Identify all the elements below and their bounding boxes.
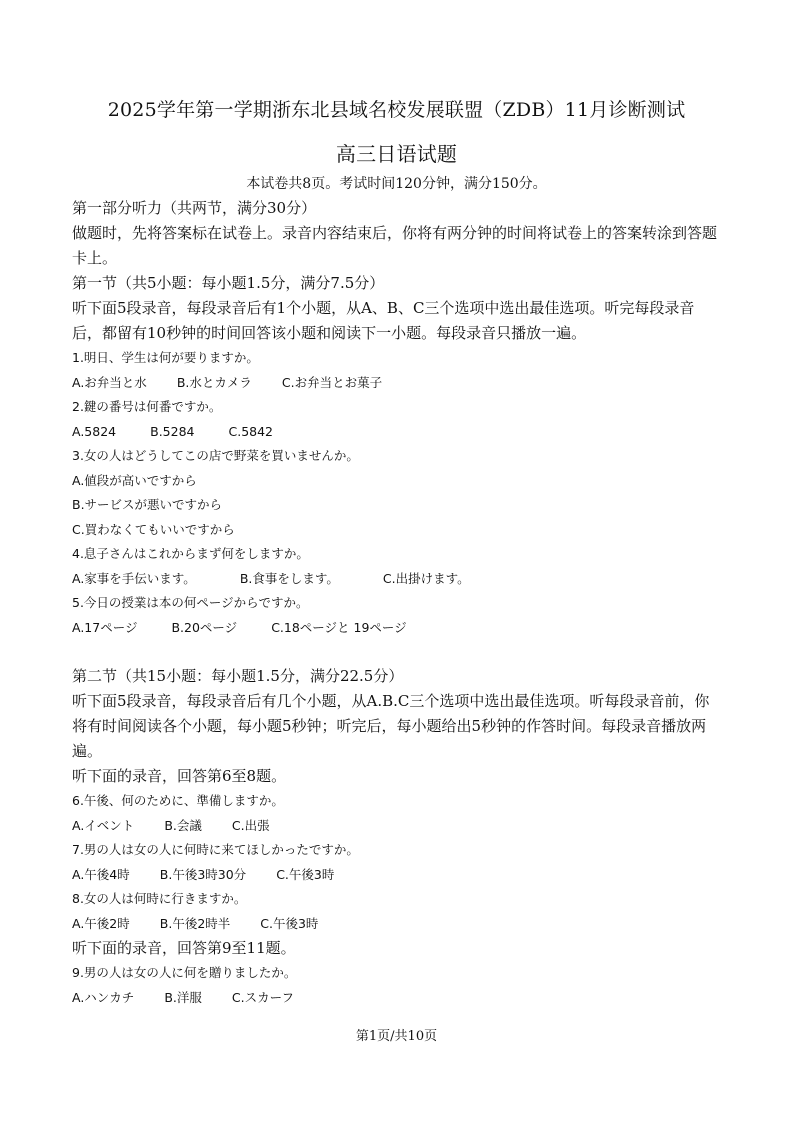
question-1-option-b: B.水とカメラ [176,374,252,390]
question-8-options [72,912,722,937]
question-1-option-c: C.お弁当とお菓子 [281,374,383,390]
question-5-stem: 5.今日の授業は本の何ページからですか。 [72,595,309,610]
question-5-option-c: C.18ページと 19ページ [271,619,407,635]
question-2-stem: 2.鍵の番号は何番ですか。 [72,399,222,414]
section2-instructions: 听下面5段录音，每段录音后有几个小题，从A.B.C三个选项中选出最佳选项。听每段录音前，你将有时间阅读各个小题，每小题5秒钟；听完后，每小题给出5秒钟的作答时间。每段录音播放两遍。 [72,692,710,760]
question-8-option-a: A.午後2時 [72,915,130,931]
group1-heading: 听下面的录音，回答第6至8题。 [72,767,287,785]
question-8-option-b: B.午後2時半 [159,915,231,931]
question-7-option-a: A.午後4時 [72,866,130,882]
question-4-options [72,567,722,592]
question-3-option-c: C.買わなくてもいいですから [72,521,235,537]
exam-title: 2025学年第一学期浙东北县域名校发展联盟（ZDB）11月诊断测试 [107,99,686,121]
question-6-option-b: B.会議 [164,817,202,833]
exam-subtitle: 高三日语试题 [335,142,458,166]
question-9-stem: 9.男の人は女の人に何を贈りましたか。 [72,965,297,980]
question-2-option-b: B.5284 [150,423,195,439]
section2-heading: 第二节（共15小题：每小题1.5分，满分22.5分） [72,667,404,685]
question-4-option-a: A.家事を手伝います。 [72,570,196,586]
question-7-stem: 7.男の人は女の人に何時に来てほしかったですか。 [72,842,359,857]
question-9-option-a: A.ハンカチ [72,989,135,1005]
section-spacer [72,640,722,664]
group2-heading: 听下面的录音，回答第9至11题。 [72,939,296,957]
question-5-option-b: B.20ページ [171,619,238,635]
section1-heading: 第一节（共5小题：每小题1.5分，满分7.5分） [72,274,385,292]
question-6-option-c: C.出張 [231,817,270,833]
question-2-options [72,420,722,445]
question-4-stem: 4.息子さんはこれからまず何をしますか。 [72,546,309,561]
part1-instructions: 做题时，先将答案标在试卷上。录音内容结束后，你将有两分钟的时间将试卷上的答案转涂到答题卡上。 [72,224,718,267]
question-7-options [72,863,722,888]
part1-heading: 第一部分听力（共两节，满分30分） [72,199,317,217]
question-7-option-c: C.午後3時 [276,866,335,882]
question-6-options [72,814,722,839]
question-3-option-b: B.サービスが悪いですから [72,497,223,512]
question-2-option-c: C.5842 [228,423,274,439]
question-5-option-a: A.17ページ [72,619,138,635]
page-footer: 第1页/共10页 [355,1029,438,1044]
question-9-option-b: B.洋服 [164,989,202,1005]
question-6-stem: 6.午後、何のために、準備しますか。 [72,793,284,808]
exam-body [72,196,722,1010]
question-6-option-a: A.イベント [72,817,135,833]
exam-meta: 本试卷共8页。考试时间120分钟，满分150分。 [246,176,547,192]
question-2-option-a: A.5824 [72,423,117,439]
question-3-stem: 3.女の人はどうしてこの店で野菜を買いませんか。 [72,448,359,463]
question-4-option-b: B.食事をします。 [239,570,339,586]
question-9-options [72,986,722,1011]
section1-instructions: 听下面5段录音，每段录音后有1个小题，从A、B、C三个选项中选出最佳选项。听完每段录音后，都留有10秒钟的时间回答该小题和阅读下一小题。每段录音只播放一遍。 [72,299,695,342]
question-1-options [72,371,722,396]
question-1-option-a: A.お弁当と水 [72,374,147,390]
question-7-option-b: B.午後3時30分 [159,866,247,882]
question-8-stem: 8.女の人は何時に行きますか。 [72,891,247,906]
question-3-option-a: A.値段が高いですから [72,472,197,488]
question-8-option-c: C.午後3時 [260,915,319,931]
question-9-option-c: C.スカーフ [231,989,294,1005]
question-4-option-c: C.出掛けます。 [382,570,470,586]
question-5-options [72,616,722,641]
question-1-stem: 1.明日、学生は何が要りますか。 [72,350,259,365]
